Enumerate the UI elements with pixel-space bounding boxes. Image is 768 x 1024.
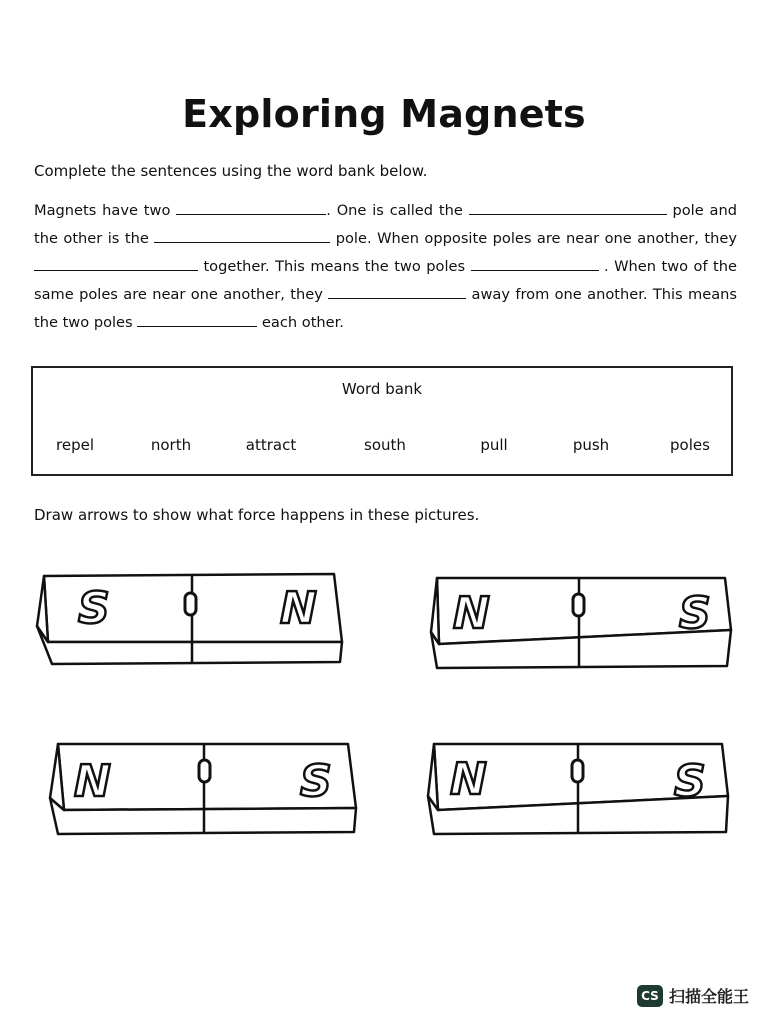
pole-label-right: N bbox=[280, 583, 317, 634]
scanner-watermark bbox=[637, 984, 749, 1007]
word-bank-word: push bbox=[572, 436, 610, 454]
bar-magnet-2 bbox=[425, 572, 735, 672]
word-bank-word: north bbox=[150, 436, 192, 454]
magnet-center-mark bbox=[199, 760, 210, 782]
pole-label-left: N bbox=[74, 756, 111, 807]
page-title: Exploring Magnets bbox=[182, 92, 586, 136]
bar-magnet-1 bbox=[34, 568, 344, 668]
scanner-watermark-text: 扫描全能王 bbox=[669, 987, 750, 1006]
word-bank-word: south bbox=[364, 436, 406, 454]
bar-magnet-4 bbox=[422, 738, 738, 838]
word-bank-box bbox=[31, 366, 733, 476]
passage-text: . When two of the same poles are near one another, they bbox=[34, 258, 737, 303]
answer-blank-3[interactable] bbox=[154, 227, 330, 243]
passage-text: together. This means the two poles bbox=[198, 258, 471, 275]
instructions-draw-arrows: Draw arrows to show what force happens in these pictures. bbox=[34, 506, 480, 524]
answer-blank-1[interactable] bbox=[176, 199, 326, 215]
answer-blank-5[interactable] bbox=[471, 255, 599, 271]
passage-text: pole. When opposite poles are near one another, they bbox=[330, 230, 737, 247]
pole-label-right: S bbox=[674, 756, 706, 807]
fill-in-passage bbox=[34, 197, 737, 337]
word-bank-word: pull bbox=[480, 436, 508, 454]
pole-label-right: S bbox=[679, 588, 711, 639]
word-bank-word: attract bbox=[245, 436, 297, 454]
pole-label-left: S bbox=[78, 583, 110, 634]
camscanner-logo-icon: CS bbox=[637, 985, 663, 1007]
word-bank-title: Word bank bbox=[341, 380, 423, 398]
passage-text: each other. bbox=[257, 314, 344, 331]
word-bank-word: poles bbox=[670, 436, 710, 454]
passage-text: . One is called the bbox=[326, 202, 469, 219]
passage-text: away from one another. This means the two poles bbox=[34, 286, 737, 331]
answer-blank-6[interactable] bbox=[328, 283, 466, 299]
magnet-center-mark bbox=[572, 760, 583, 782]
word-bank-word: repel bbox=[56, 436, 94, 454]
answer-blank-7[interactable] bbox=[137, 311, 257, 327]
answer-blank-4[interactable] bbox=[34, 255, 198, 271]
bar-magnet-3 bbox=[44, 738, 360, 838]
magnet-center-mark bbox=[185, 593, 196, 615]
passage-text: pole and the other is the bbox=[34, 202, 737, 247]
passage-text: Magnets have two bbox=[34, 202, 177, 219]
answer-blank-2[interactable] bbox=[469, 199, 667, 215]
instructions-fill-in: Complete the sentences using the word bank below. bbox=[34, 162, 428, 180]
pole-label-left: N bbox=[453, 588, 490, 639]
pole-label-left: N bbox=[450, 754, 487, 805]
pole-label-right: S bbox=[300, 756, 332, 807]
magnet-center-mark bbox=[573, 594, 584, 616]
